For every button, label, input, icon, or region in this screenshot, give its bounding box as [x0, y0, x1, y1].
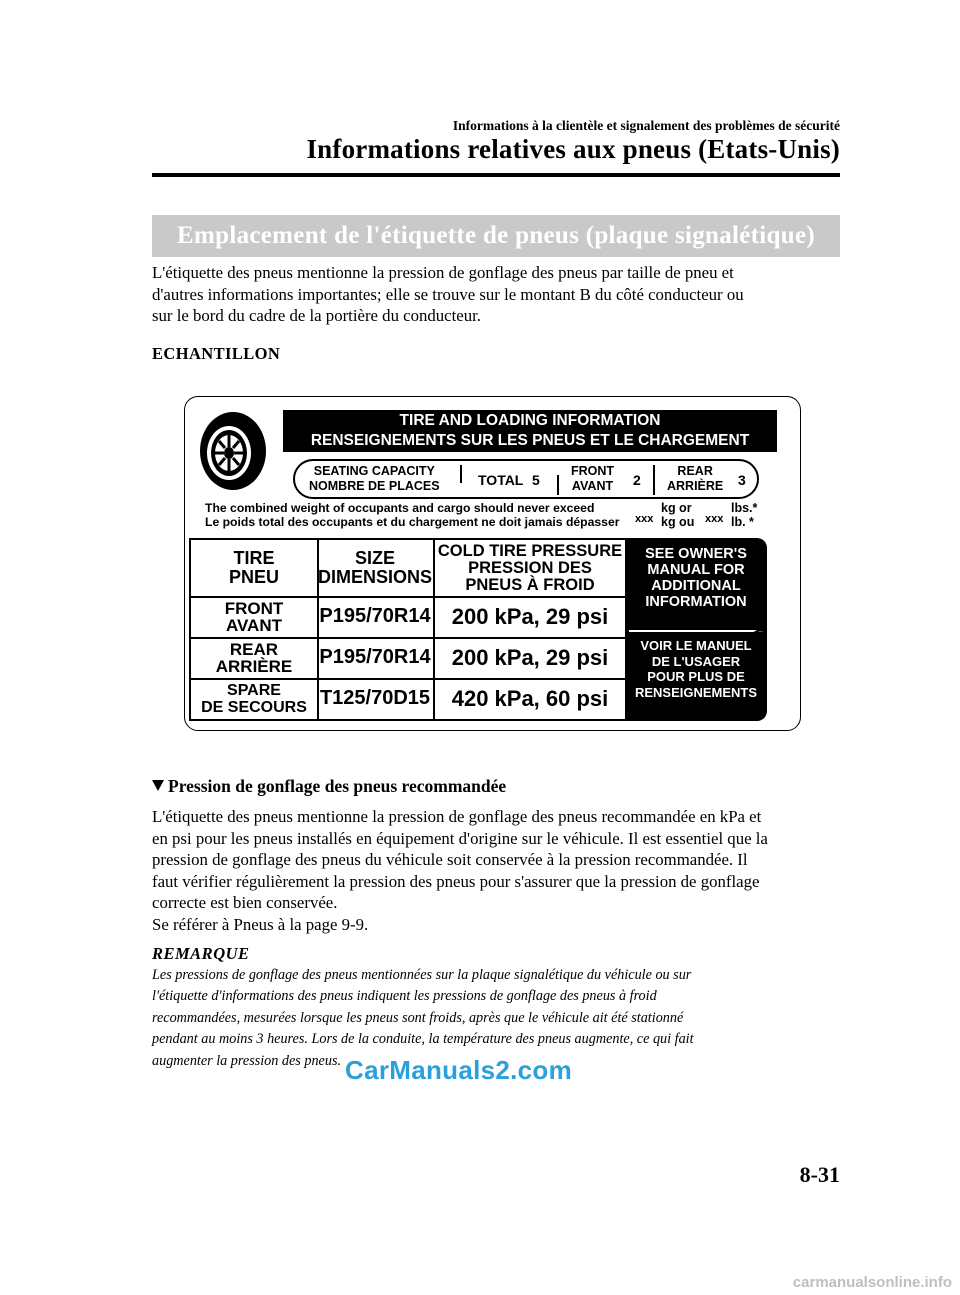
note-line: pendant au moins 3 heures. Lors de la conduite, la température des pneus augmente, ce qui fait — [152, 1031, 694, 1048]
pill-divider — [460, 465, 462, 483]
front-seats-label — [571, 464, 614, 494]
running-header-section: Informations à la clientèle et signalement des problèmes de sécurité — [452, 118, 840, 133]
sample-caption: ECHANTILLON — [152, 344, 281, 363]
info-fr-line: DE L'USAGER — [651, 653, 741, 669]
row-front-size: P195/70R14 — [319, 605, 431, 627]
unit-kg-ou: kg ou — [661, 515, 695, 529]
row-spare-name — [191, 678, 317, 719]
subheading-text: Pression de gonflage des pneus recommandée — [168, 776, 507, 796]
info-fr-line: RENSEIGNEMENTS — [634, 684, 758, 700]
info-fr-line: VOIR LE MANUEL — [640, 638, 752, 653]
tire-information-label — [184, 396, 801, 731]
note-line: l'étiquette d'informations des pneus indiquent les pressions de gonflage des pneus à froid — [152, 988, 657, 1005]
rear-value: 3 — [738, 472, 746, 488]
header-pressure-fr-1: PRESSION DES — [468, 558, 592, 577]
rear-en: REAR — [677, 464, 713, 478]
weight-kg-placeholder: xxx — [635, 513, 654, 525]
intro-line: sur le bord du cadre de la portière du conducteur. — [152, 306, 481, 325]
watermark-logo: CarManuals2.com — [345, 1055, 573, 1085]
header-pressure-en: COLD TIRE PRESSURE — [437, 541, 623, 560]
body-paragraph — [152, 806, 842, 935]
body-line: correcte est bien conservée. — [152, 893, 338, 912]
row-rear-name — [191, 637, 317, 678]
tire-icon — [197, 409, 269, 493]
note-line: recommandées, mesurées lorsque les pneus sont froids, après que le véhicule ait été stationné — [152, 1009, 684, 1026]
row-rear-pressure: 200 kPa, 29 psi — [451, 644, 609, 670]
total-value: 5 — [532, 472, 540, 488]
page-number: 8-31 — [799, 1162, 840, 1187]
label-code: (XXXX) — [754, 629, 770, 676]
row-name-fr: DE SECOURS — [201, 698, 307, 716]
row-front-pressure: 200 kPa, 29 psi — [451, 603, 609, 629]
front-en: FRONT — [571, 464, 615, 478]
rear-fr: ARRIÈRE — [667, 479, 724, 493]
pill-divider — [557, 475, 559, 495]
row-front-name — [191, 596, 317, 637]
info-en-line: SEE OWNER'S — [645, 546, 747, 562]
footer-watermark: carmanualsonline.info — [792, 1274, 952, 1291]
unit-lbs — [731, 501, 757, 529]
seating-capacity-pill — [293, 459, 759, 499]
page-reference: Se référer à Pneus à la page 9-9. — [152, 914, 369, 934]
note-heading: REMARQUE — [152, 944, 250, 963]
header-tire-en: TIRE — [233, 548, 275, 568]
weight-statement-fr: Le poids total des occupants et du chargement ne doit jamais dépasser — [205, 515, 620, 529]
header-tire — [191, 540, 317, 596]
intro-paragraph — [152, 262, 842, 327]
weight-statement — [205, 501, 619, 529]
header-size-fr: DIMENSIONS — [317, 567, 432, 587]
running-header-title: Informations relatives aux pneus (Etats-Unis) — [306, 134, 840, 164]
seating-fr: NOMBRE DE PLACES — [309, 479, 440, 493]
body-line: en psi pour les pneus installés en équipement d'origine sur le véhicule. Il est essentiel que la — [152, 828, 768, 848]
info-fr — [625, 638, 767, 700]
info-en-line: INFORMATION — [645, 594, 747, 610]
front-value: 2 — [633, 472, 641, 488]
row-name-fr: AVANT — [225, 615, 282, 635]
row-name-en: REAR — [229, 639, 279, 659]
unit-lbs-en: lbs.* — [731, 501, 758, 515]
intro-line: L'étiquette des pneus mentionne la pression de gonflage des pneus par taille de pneu et — [152, 263, 734, 282]
total-label: TOTAL — [478, 472, 524, 488]
header-tire-fr: PNEU — [228, 567, 279, 587]
row-spare-pressure: 420 kPa, 60 psi — [451, 685, 609, 711]
body-line: pression de gonflage des pneus du véhicule soit conservée à la pression recommandée. Il — [152, 850, 748, 869]
intro-line: d'autres informations importantes; elle se trouve sur le montant B du côté conducteur ou — [152, 284, 744, 304]
label-title-en: TIRE AND LOADING INFORMATION — [399, 412, 661, 429]
info-en — [625, 546, 767, 610]
row-rear-size: P195/70R14 — [319, 646, 431, 668]
note-line: augmenter la pression des pneus. — [152, 1052, 342, 1069]
tire-pressure-table — [189, 538, 625, 721]
row-name-en: FRONT — [224, 598, 284, 618]
unit-lb-fr: lb. * — [731, 515, 754, 529]
label-title — [283, 410, 777, 452]
header-size — [317, 540, 433, 596]
row-name-fr: ARRIÈRE — [215, 656, 293, 676]
unit-kg-or: kg or — [661, 501, 692, 515]
weight-lbs-placeholder: xxx — [705, 513, 724, 525]
subheading — [152, 776, 506, 797]
section-title-bar: Emplacement de l'étiquette de pneus (plaque signalétique) — [152, 215, 840, 257]
label-title-fr: RENSEIGNEMENTS SUR LES PNEUS ET LE CHARGEMENT — [310, 432, 750, 449]
header-pressure-fr-2: PNEUS À FROID — [465, 575, 595, 594]
front-fr: AVANT — [571, 479, 614, 493]
note-line: Les pressions de gonflage des pneus mentionnées sur la plaque signalétique du véhicule ou sur — [152, 967, 692, 983]
info-en-line: ADDITIONAL — [651, 578, 741, 594]
row-name-en: SPARE — [227, 681, 281, 699]
header-pressure — [433, 540, 627, 596]
triangle-bullet-icon — [152, 780, 164, 791]
info-separator — [629, 630, 763, 632]
info-en-line: MANUAL FOR — [647, 562, 745, 578]
seating-en: SEATING CAPACITY — [313, 464, 435, 478]
pill-divider — [653, 465, 655, 495]
header-size-en: SIZE — [354, 548, 395, 568]
unit-kg — [661, 501, 694, 529]
body-line: L'étiquette des pneus mentionne la pression de gonflage des pneus recommandée en kPa et — [152, 807, 762, 826]
weight-statement-en: The combined weight of occupants and cargo should never exceed — [205, 501, 595, 515]
rear-seats-label — [667, 464, 723, 494]
owners-manual-box — [625, 538, 767, 721]
info-fr-line: POUR PLUS DE — [647, 669, 745, 684]
seating-capacity-label — [309, 464, 440, 494]
row-spare-size: T125/70D15 — [319, 687, 431, 709]
header-rule — [152, 173, 840, 177]
body-line: faut vérifier régulièrement la pression des pneus pour s'assurer que la pression de gonflage — [152, 871, 760, 891]
